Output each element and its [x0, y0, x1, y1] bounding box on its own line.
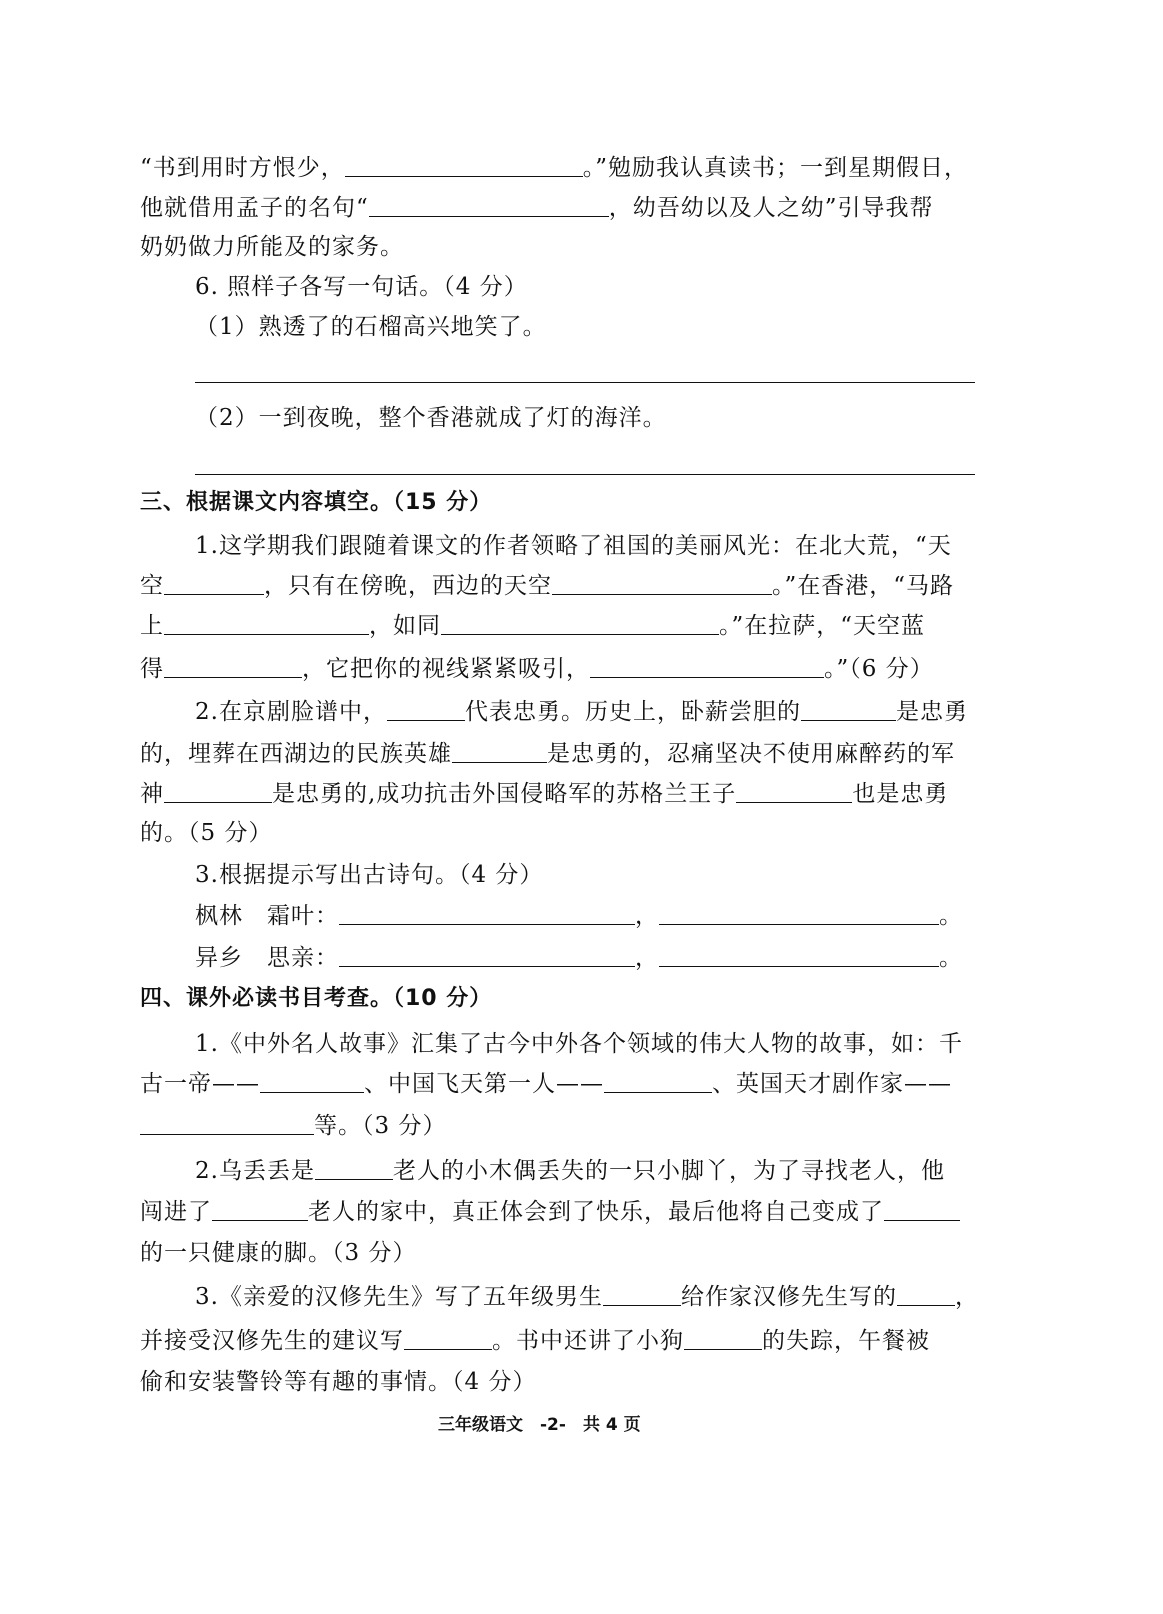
s4-q1-line-2 [140, 1069, 952, 1099]
hint-label: 枫林 霜叶： [195, 903, 339, 929]
fill-blank[interactable] [603, 1283, 681, 1306]
s4-q3-line-1 [195, 1282, 979, 1312]
s4-q1-line-3 [140, 1111, 446, 1141]
text: 。 [939, 945, 963, 971]
s3-q2-line-3 [140, 779, 948, 809]
fill-blank[interactable] [164, 612, 369, 635]
text: 他就借用孟子的名句“ [140, 195, 369, 221]
fill-blank[interactable] [164, 572, 264, 595]
text: 空 [140, 573, 164, 599]
question-6-2: （2）一到夜晚，整个香港就成了灯的海洋。 [195, 405, 667, 431]
text: 2.在京剧脸谱中， [195, 699, 387, 725]
text: 老人的家中，真正体会到了快乐，最后他将自己变成了 [308, 1199, 884, 1225]
text: 神 [140, 781, 164, 807]
fill-blank[interactable] [339, 902, 635, 925]
s3-q1-line-2 [140, 571, 954, 601]
text: ， [635, 903, 659, 929]
fill-blank[interactable] [260, 1070, 364, 1093]
text: 的，埋葬在西湖边的民族英雄 [140, 741, 452, 767]
s3-q3-title: 3.根据提示写出古诗句。（4 分） [195, 862, 544, 888]
text: 。”在香港，“马路 [772, 573, 955, 599]
text: 闯进了 [140, 1199, 212, 1225]
text: 也是忠勇 [852, 781, 949, 807]
s3-q1-line-4 [140, 654, 934, 684]
text: 是忠勇的，忍痛坚决不使用麻醉药的军 [547, 741, 955, 767]
text: 。”勉励我认真读书；一到星期假日， [582, 155, 969, 181]
fill-blank[interactable] [339, 944, 635, 967]
text: 上 [140, 613, 164, 639]
s3-q2-line-1 [195, 697, 968, 727]
text: 古一帝—— [140, 1071, 260, 1097]
text: “书到用时方恨少， [140, 155, 345, 181]
text: 代表忠勇。历史上，卧薪尝胆的 [464, 699, 801, 725]
s3-q1-line-1: 1.这学期我们跟随着课文的作者领略了祖国的美丽风光：在北大荒，“天 [195, 533, 952, 559]
text: 。”在拉萨，“天空蓝 [719, 613, 926, 639]
fill-blank[interactable] [164, 780, 272, 803]
fill-blank[interactable] [212, 1198, 308, 1221]
fill-blank[interactable] [404, 1327, 492, 1350]
text: 得 [140, 656, 164, 682]
text: 。”（6 分） [824, 656, 934, 682]
s4-q3-line-3: 偷和安装警铃等有趣的事情。（4 分） [140, 1369, 537, 1395]
fill-blank[interactable] [164, 655, 302, 678]
s4-q3-line-2 [140, 1326, 930, 1356]
question-6-title: 6. 照样子各写一句话。（4 分） [195, 274, 528, 300]
fill-blank[interactable] [684, 1327, 762, 1350]
text: ，它把你的视线紧紧吸引， [302, 656, 590, 682]
fill-blank[interactable] [140, 1112, 314, 1135]
text: 。书中还讲了小狗 [492, 1328, 684, 1354]
question-6-1: （1）熟透了的石榴高兴地笑了。 [195, 314, 547, 340]
text: 并接受汉修先生的建议写 [140, 1328, 404, 1354]
s3-q3-row-2 [195, 943, 963, 973]
s4-q1-line-1: 1.《中外名人故事》汇集了古今中外各个领域的伟大人物的故事，如：千 [195, 1031, 963, 1057]
text: 是忠勇 [895, 699, 968, 725]
answer-line[interactable] [195, 474, 975, 475]
s4-q2-line-1 [195, 1156, 945, 1186]
passage-line-2 [140, 193, 934, 223]
text: 。 [939, 903, 963, 929]
passage-line-3: 奶奶做力所能及的家务。 [140, 234, 404, 260]
text: 3.《亲爱的汉修先生》写了五年级男生 [195, 1284, 603, 1310]
fill-blank[interactable] [345, 154, 583, 177]
fill-blank[interactable] [659, 902, 939, 925]
text: 的失踪，午餐被 [762, 1328, 930, 1354]
text: 给作家汉修先生写的 [680, 1284, 897, 1310]
text: ， [954, 1284, 979, 1310]
fill-blank[interactable] [590, 655, 824, 678]
hint-label: 异乡 思亲： [195, 945, 339, 971]
fill-blank[interactable] [884, 1198, 960, 1221]
s3-q2-line-4: 的。（5 分） [140, 820, 273, 846]
fill-blank[interactable] [369, 194, 609, 217]
s3-q1-line-3 [140, 611, 925, 641]
fill-blank[interactable] [736, 780, 852, 803]
s4-q2-line-2 [140, 1197, 960, 1227]
section-4-heading: 四、课外必读书目考查。（10 分） [140, 986, 493, 1011]
text: ，幼吾幼以及人之幼”引导我帮 [608, 195, 934, 221]
fill-blank[interactable] [315, 1157, 393, 1180]
fill-blank[interactable] [387, 698, 465, 721]
text: 等。（3 分） [314, 1113, 447, 1139]
s3-q2-line-2 [140, 739, 955, 769]
fill-blank[interactable] [897, 1283, 955, 1306]
text: 老人的小木偶丢失的一只小脚丫，为了寻找老人，他 [392, 1158, 945, 1184]
fill-blank[interactable] [441, 612, 719, 635]
text: 、中国飞天第一人—— [364, 1071, 604, 1097]
text: 2.乌丢丢是 [195, 1158, 315, 1184]
text: 是忠勇的,成功抗击外国侵略军的苏格兰王子 [272, 781, 737, 807]
text: ， [635, 945, 659, 971]
section-3-heading: 三、根据课文内容填空。（15 分） [140, 490, 493, 515]
fill-blank[interactable] [659, 944, 939, 967]
fill-blank[interactable] [452, 740, 547, 763]
s4-q2-line-3: 的一只健康的脚。（3 分） [140, 1240, 417, 1266]
text: ，只有在傍晚，西边的天空 [264, 573, 552, 599]
s3-q3-row-1 [195, 901, 963, 931]
fill-blank[interactable] [801, 698, 896, 721]
fill-blank[interactable] [552, 572, 772, 595]
answer-line[interactable] [195, 382, 975, 383]
page-footer: 三年级语文 -2- 共 4 页 [438, 1415, 641, 1435]
text: 、英国天才剧作家—— [712, 1071, 952, 1097]
passage-line-1 [140, 153, 968, 183]
text: ，如同 [369, 613, 441, 639]
fill-blank[interactable] [604, 1070, 712, 1093]
